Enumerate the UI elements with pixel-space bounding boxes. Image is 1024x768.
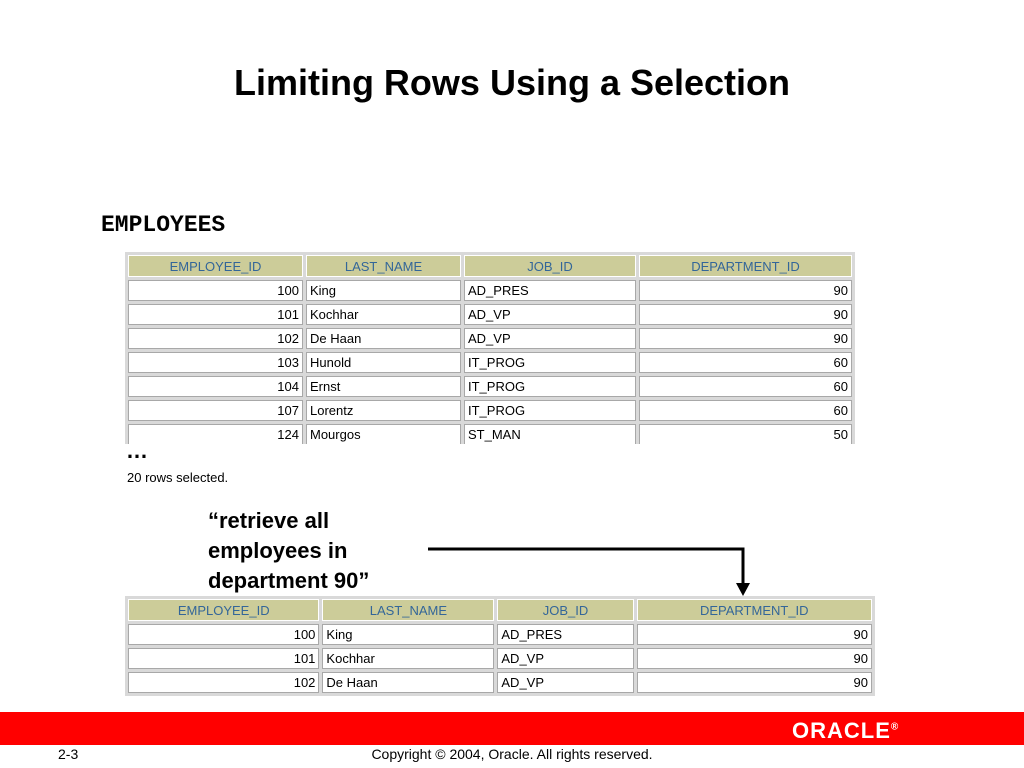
table-cell: 60 (639, 376, 852, 397)
table-cell: AD_VP (497, 672, 633, 693)
table-cell: Ernst (306, 376, 461, 397)
table-cell: Hunold (306, 352, 461, 373)
table-row (128, 648, 872, 669)
table-cell: 100 (128, 280, 303, 301)
table-cell: 90 (639, 280, 852, 301)
table-cell: AD_VP (464, 304, 636, 325)
table-cell: De Haan (322, 672, 494, 693)
table-row (128, 624, 872, 645)
table-cell: IT_PROG (464, 400, 636, 421)
logo-text: ORACLE (792, 718, 891, 743)
table-cell: AD_PRES (464, 280, 636, 301)
table-cell: 107 (128, 400, 303, 421)
table-cell: ST_MAN (464, 424, 636, 444)
table-cell: Kochhar (306, 304, 461, 325)
slide-title: Limiting Rows Using a Selection (233, 62, 791, 103)
table-cell: King (322, 624, 494, 645)
result-table (125, 596, 875, 696)
table-cell: 104 (128, 376, 303, 397)
table-cell: 100 (128, 624, 319, 645)
oracle-logo (792, 718, 899, 744)
table-name-label: EMPLOYEES (101, 212, 226, 238)
logo-trademark: ® (890, 721, 900, 733)
table-cell: Mourgos (306, 424, 461, 444)
column-header: JOB_ID (464, 255, 636, 277)
table-cell: IT_PROG (464, 352, 636, 373)
table-cell: 50 (639, 424, 852, 444)
rows-selected-text: 20 rows selected. (127, 470, 229, 485)
table-cell: AD_VP (497, 648, 633, 669)
table-cell: De Haan (306, 328, 461, 349)
table-cell: King (306, 280, 461, 301)
table-cell: 101 (128, 304, 303, 325)
table-cell: Kochhar (322, 648, 494, 669)
column-header: LAST_NAME (322, 599, 494, 621)
column-header: EMPLOYEE_ID (128, 599, 319, 621)
table-cell: 90 (639, 304, 852, 325)
column-header: DEPARTMENT_ID (639, 255, 852, 277)
table-cell: 102 (128, 672, 319, 693)
table-cell: 90 (637, 648, 872, 669)
column-header: DEPARTMENT_ID (637, 599, 872, 621)
table-cell: AD_VP (464, 328, 636, 349)
callout-line: “retrieve all (208, 508, 330, 533)
table-cell: 102 (128, 328, 303, 349)
callout-line: department 90” (208, 568, 370, 593)
table-cell: 90 (639, 328, 852, 349)
table-cell: 60 (639, 352, 852, 373)
column-header: JOB_ID (497, 599, 633, 621)
table-cell: 103 (128, 352, 303, 373)
column-header: LAST_NAME (306, 255, 461, 277)
table-cell: 90 (637, 672, 872, 693)
copyright-text: Copyright © 2004, Oracle. All rights reserved. (371, 746, 653, 762)
ellipsis-marker: … (126, 438, 150, 463)
page-number: 2-3 (58, 746, 79, 762)
table-row (128, 672, 872, 693)
table-cell: AD_PRES (497, 624, 633, 645)
callout-line: employees in (208, 538, 348, 563)
arrow-head (736, 583, 750, 596)
column-header: EMPLOYEE_ID (128, 255, 303, 277)
table-header-row (128, 599, 872, 621)
table-cell: Lorentz (306, 400, 461, 421)
table-cell: 101 (128, 648, 319, 669)
arrow-line (428, 549, 743, 585)
table-cell: IT_PROG (464, 376, 636, 397)
table-cell: 90 (637, 624, 872, 645)
table-cell: 124 (128, 424, 303, 444)
table-cell: 60 (639, 400, 852, 421)
